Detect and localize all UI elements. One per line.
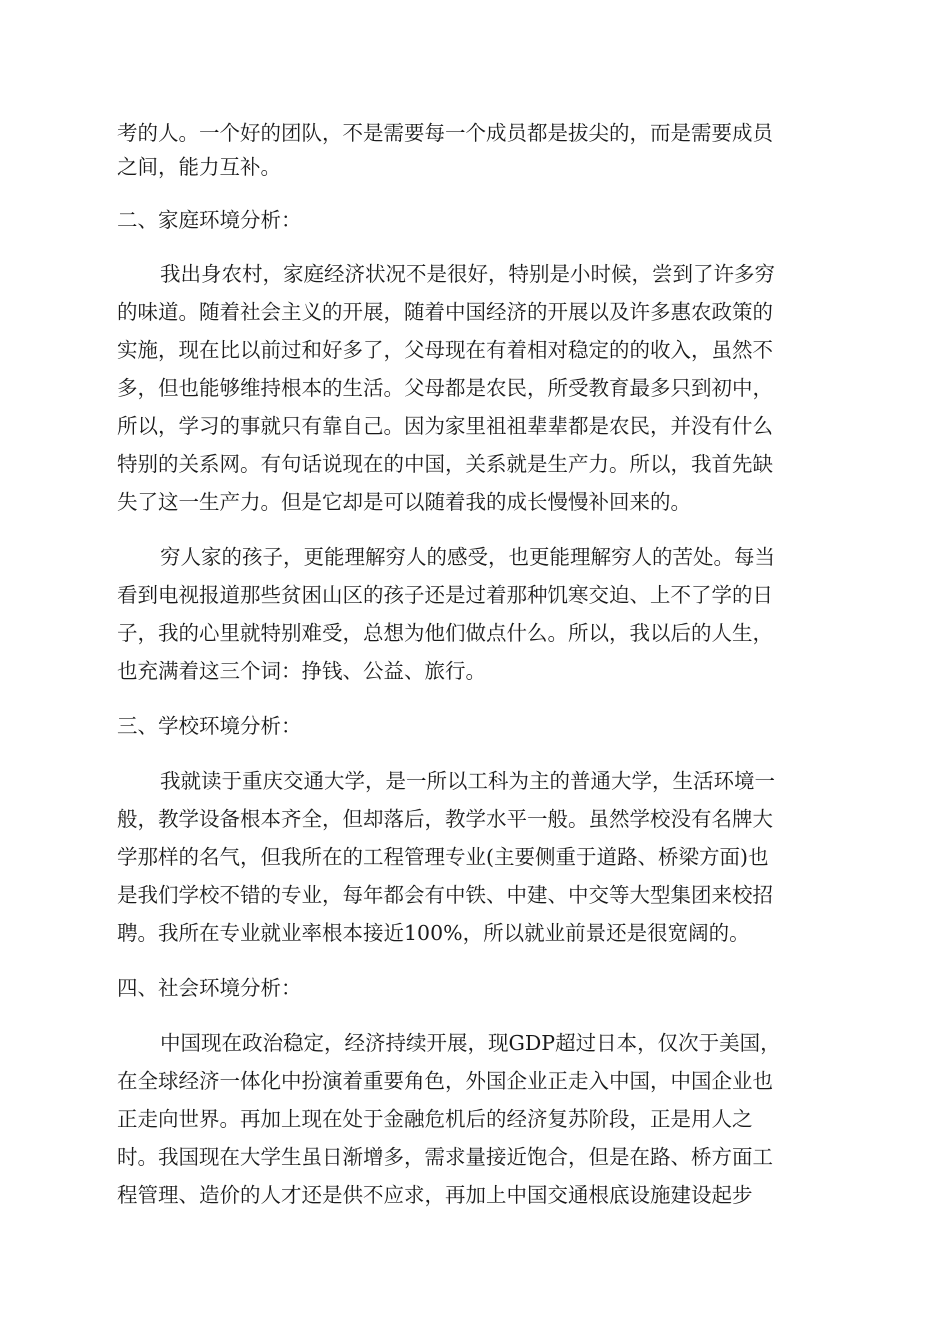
- text-line: 所以，学习的事就只有靠自己。因为家里祖祖辈辈都是农民，并没有什么: [117, 414, 773, 438]
- text-line: 在全球经济一体化中扮演着重要角色，外国企业正走入中国，中国企业也: [117, 1069, 773, 1093]
- section-heading: 二、家庭环境分析：: [117, 208, 302, 232]
- text-line: 考的人。一个好的团队，不是需要每一个成员都是拔尖的，而是需要成员: [117, 121, 773, 145]
- text-line: 多，但也能够维持根本的生活。父母都是农民，所受教育最多只到初中，: [117, 376, 773, 400]
- section-heading: 四、社会环境分析：: [117, 976, 302, 1000]
- text-line: 的味道。随着社会主义的开展，随着中国经济的开展以及许多惠农政策的: [117, 300, 773, 324]
- text-line: 是我们学校不错的专业，每年都会有中铁、中建、中交等大型集团来校招: [117, 883, 773, 907]
- text-line: 学那样的名气，但我所在的工程管理专业(主要侧重于道路、桥梁方面)也: [117, 845, 769, 869]
- text-line: 正走向世界。再加上现在处于金融危机后的经济复苏阶段，正是用人之: [117, 1107, 753, 1131]
- text-line: 特别的关系网。有句话说现在的中国，关系就是生产力。所以，我首先缺: [117, 452, 773, 476]
- text-line: 子，我的心里就特别难受，总想为他们做点什么。所以，我以后的人生，: [117, 621, 773, 645]
- text-line: 时。我国现在大学生虽日渐增多，需求量接近饱合，但是在路、桥方面工: [117, 1145, 773, 1169]
- text-line: 我出身农村，家庭经济状况不是很好，特别是小时候，尝到了许多穷: [160, 262, 775, 286]
- text-line: 实施，现在比以前过和好多了，父母现在有着相对稳定的的收入，虽然不: [117, 338, 773, 362]
- section-heading: 三、学校环境分析：: [117, 714, 302, 738]
- text-line: 失了这一生产力。但是它却是可以随着我的成长慢慢补回来的。: [117, 490, 691, 514]
- text-line: 穷人家的孩子，更能理解穷人的感受，也更能理解穷人的苦处。每当: [160, 545, 775, 569]
- text-line: 程管理、造价的人才还是供不应求，再加上中国交通根底设施建设起步: [117, 1183, 753, 1207]
- text-line: 聘。我所在专业就业率根本接近100%，所以就业前景还是很宽阔的。: [117, 921, 750, 945]
- text-line: 我就读于重庆交通大学，是一所以工科为主的普通大学，生活环境一: [160, 769, 775, 793]
- text-line: 般，教学设备根本齐全，但却落后，教学水平一般。虽然学校没有名牌大: [117, 807, 773, 831]
- text-line: 看到电视报道那些贫困山区的孩子还是过着那种饥寒交迫、上不了学的日: [117, 583, 773, 607]
- text-line: 也充满着这三个词：挣钱、公益、旅行。: [117, 659, 486, 683]
- text-line: 中国现在政治稳定，经济持续开展，现GDP超过日本，仅次于美国，: [160, 1031, 781, 1055]
- text-line: 之间，能力互补。: [117, 155, 281, 179]
